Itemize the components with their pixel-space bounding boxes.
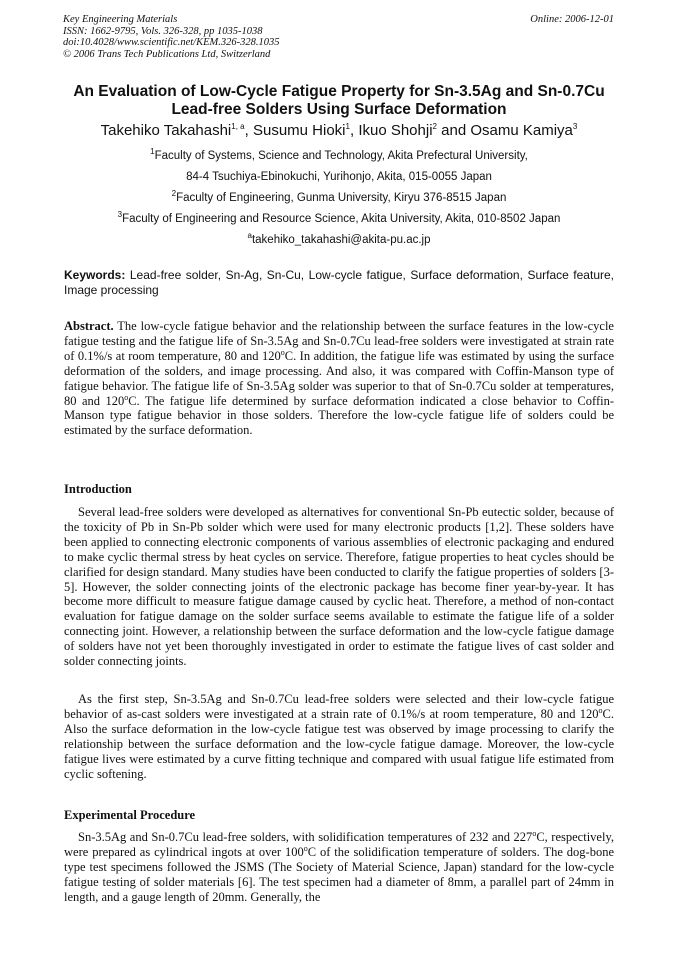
degree-sup: o xyxy=(532,828,537,838)
author-name: Susumu Hioki xyxy=(252,122,346,139)
author-name: Ikuo Shohji xyxy=(358,122,433,139)
affiliation-3 xyxy=(40,212,638,226)
paragraph-text: C. Also the surface deformation in the low-cycle fatigue test was observed by image processing to clarify the relationship between the surface deformation and the low-cycle fatigue damage. Moreover, the low-cycle fatigue lives were estimated by a curve fitting technique and compared with usual fatigue life estimated from cyclic softening. xyxy=(64,706,614,781)
affiliation-2 xyxy=(40,191,638,205)
experimental-paragraph xyxy=(64,830,614,905)
abstract-text: C. The fatigue life determined by surface deformation indicated a close behavior to Coffin-Manson type fatigue behavior in those solders. Therefore the low-cycle fatigue life of solders could be estimated by the surface deformation. xyxy=(64,393,614,438)
title-line-2: Lead-free Solders Using Surface Deformation xyxy=(171,101,507,118)
paper-title xyxy=(40,83,638,119)
copyright-line: © 2006 Trans Tech Publications Ltd, Switzerland xyxy=(63,48,271,60)
paragraph-text: Sn-3.5Ag and Sn-0.7Cu lead-free solders, with solidification temperatures of 232 and 227 xyxy=(78,830,533,844)
keywords-label: Keywords: xyxy=(64,268,126,282)
paragraph-text: C, respectively, were prepared as cylindrical ingots at over 100 xyxy=(64,830,615,859)
affiliation-1-address: 84-4 Tsuchiya-Ebinokuchi, Yurihonjo, Akita, 015-0055 Japan xyxy=(186,171,492,183)
affiliation-1 xyxy=(40,149,638,163)
degree-sup: o xyxy=(598,705,603,715)
affiliation-text: Faculty of Systems, Science and Technology, Akita Prefectural University, xyxy=(154,150,528,162)
degree-sup: o xyxy=(124,392,129,402)
author-sup: 3 xyxy=(572,122,578,131)
keywords-text: Lead-free solder, Sn-Ag, Sn-Cu, Low-cycle fatigue, Surface deformation, Surface feature, Image processing xyxy=(64,268,614,297)
author-sup: 1, a xyxy=(231,122,245,131)
author-name: Takehiko Takahashi xyxy=(100,122,232,139)
author-name: Osamu Kamiya xyxy=(470,122,573,139)
affiliation-sup: 1 xyxy=(150,147,155,157)
keywords xyxy=(64,268,614,298)
experimental-heading: Experimental Procedure xyxy=(64,808,196,822)
journal-header xyxy=(63,14,280,60)
affiliation-sup: 3 xyxy=(117,210,123,220)
introduction-heading: Introduction xyxy=(64,482,132,496)
paragraph-text: C of the solidification temperature of solders. The dog-bone type test specimens followed the JSMS (The Society of Material Science, Japan) standard for the low-cycle fatigue testing of solder materials [6]. The test specimen had a diameter of 8mm, a parallel part of 24mm in length, and a gauge length of 20mm. Generally, the xyxy=(64,844,614,904)
author-sup: 2 xyxy=(432,122,437,131)
affiliation-text: Faculty of Engineering and Resource Science, Akita University, Akita, 010-8502 Japan xyxy=(122,213,561,225)
abstract-text: C. In addition, the fatigue life was estimated by using the surface deformation of the solders, and image processing. And also, it was compared with Coffin-Manson type of fatigue behavior. The fatigue life of Sn-3.5Ag solder was superior to that of Sn-0.7Cu solder at temperatures, 80 and 120 xyxy=(64,348,614,408)
author-list: Takehiko Takahashi$^{1, a}$, Susumu Hioki$^1$, Ikuo Shohji$^2$ and Osamu Kamiya$^3$ xyxy=(100,122,578,139)
paragraph-text: As the first step, Sn-3.5Ag and Sn-0.7Cu lead-free solders were selected and their low-cycle fatigue behavior of as-cast solders were investigated at a strain rate of 0.1%/s at room temperature, 80 and 120 xyxy=(64,692,614,721)
email-address: takehiko_takahashi@akita-pu.ac.jp xyxy=(251,234,431,246)
online-date: Online: 2006-12-01 xyxy=(530,14,614,25)
title-line-1: An Evaluation of Low-Cycle Fatigue Property for Sn-3.5Ag and Sn-0.7Cu xyxy=(73,83,605,100)
degree-sup: o xyxy=(280,347,285,357)
author-email xyxy=(40,233,638,247)
introduction-paragraph-2 xyxy=(64,692,614,781)
introduction-paragraph-1: Several lead-free solders were developed as alternatives for conventional Sn-Pb eutectic solder, because of the toxicity of Pb in Sn-Pb solder which were used for many electronic products [1,2]. These solders have been applied to connecting electronic components of various assemblies of electronic packaging and endured to make cyclic thermal stress by heat cycles on service. Therefore, fatigue properties to heat cycles should be clarified for design standard. Many studies have been conducted to clarify the fatigue properties of solders [3-5]. However, the solder connecting joints of the electronic package has become finer year-by-year. It has become more difficult to measure fatigue damage caused by cyclic heat. Therefore, a method of non-contact evaluation for fatigue damage on the solder surface seems available to estimate the fatigue life of a solder connecting joint. However, a relationship between the surface deformation and the low-cycle fatigue damage of solders have not yet been thoroughly investigated in order to estimate the fatigue lives of cast solder and solder connecting joints. xyxy=(64,505,614,669)
abstract xyxy=(64,319,614,438)
abstract-label: Abstract. xyxy=(64,319,114,333)
issn-line: ISSN: 1662-9795, Vols. 326-328, pp 1035-1038 xyxy=(63,25,263,37)
degree-sup: o xyxy=(303,843,308,853)
author-sup: 1 xyxy=(345,122,350,131)
doi-line: doi:10.4028/www.scientific.net/KEM.326-328.1035 xyxy=(63,37,280,49)
journal-name: Key Engineering Materials xyxy=(63,14,178,25)
abstract-text: The low-cycle fatigue behavior and the relationship between the surface features in the low-cycle fatigue testing and the fatigue life of Sn-3.5Ag and Sn-0.7Cu lead-free solders were investigated at strain rate of 0.1%/s at room temperature, 80 and 120 xyxy=(64,319,614,363)
affiliation-sup: 2 xyxy=(171,189,177,199)
email-sup: a xyxy=(247,231,252,241)
affiliation-text: Faculty of Engineering, Gunma University, Kiryu 376-8515 Japan xyxy=(176,192,507,204)
